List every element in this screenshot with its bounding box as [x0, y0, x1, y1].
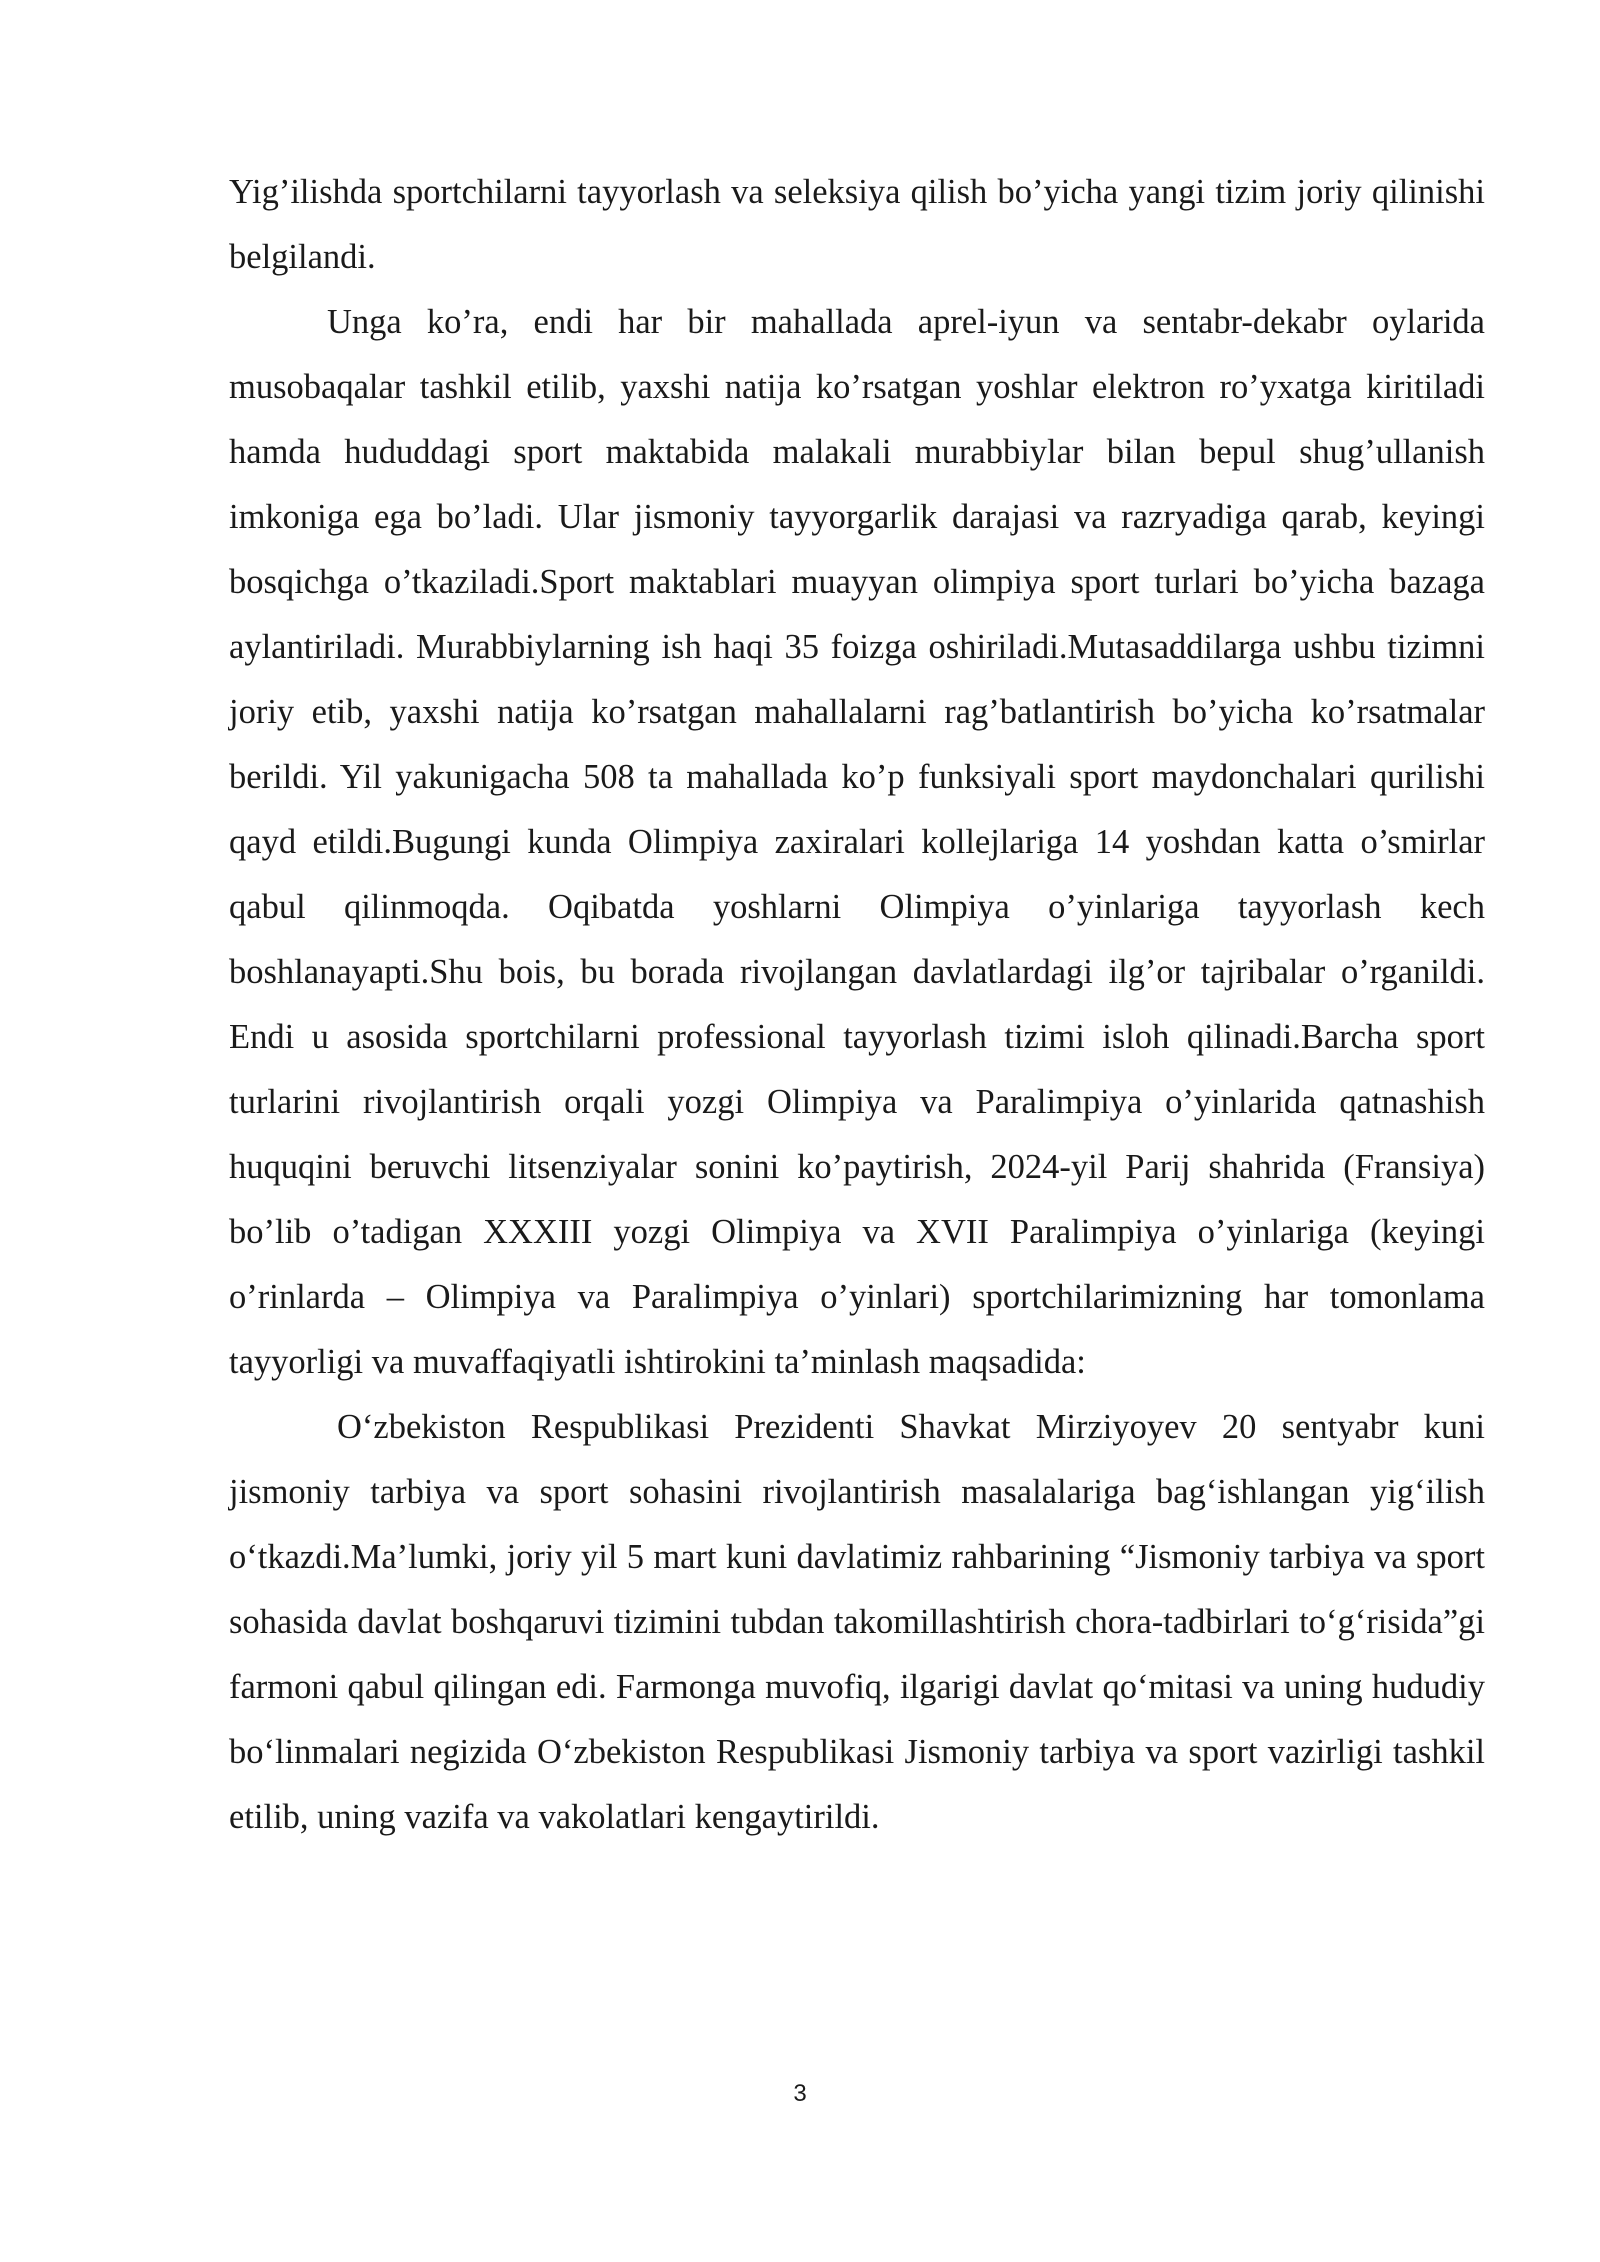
- paragraph-3: O‘zbekiston Respublikasi Prezidenti Shavkat Mirziyoyev 20 sentyabr kuni jismoniy tarbiya va sport sohasini rivojlantirish masalalariga bag‘ishlangan yig‘ilish o‘tkazdi.Ma’lumki, joriy yil 5 mart kuni davlatimiz rahbarining “Jismoniy tarbiya va sport sohasida davlat boshqaruvi tizimini tubdan takomillashtirish chora-tadbirlari to‘g‘risida”gi farmoni qabul qilingan edi. Farmonga muvofiq, ilgarigi davlat qo‘mitasi va uning hududiy bo‘linmalari negizida O‘zbekiston Respublikasi Jismoniy tarbiya va sport vazirligi tashkil etilib, uning vazifa va vakolatlari kengaytirildi.: [229, 1408, 1485, 1836]
- paragraph-2: Unga ko’ra, endi har bir mahallada aprel-iyun va sentabr-dekabr oylarida musobaqalar tashkil etilib, yaxshi natija ko’rsatgan yoshlar elektron ro’yxatga kiritiladi hamda hududdagi sport maktabida malakali murabbiylar bilan bepul shug’ullanish imkoniga ega bo’ladi. Ular jismoniy tayyorgarlik darajasi va razryadiga qarab, keyingi bosqichga o’tkaziladi.Sport maktablari muayyan olimpiya sport turlari bo’yicha bazaga aylantiriladi. Murabbiylarning ish haqi 35 foizga oshiriladi.Mutasaddilarga ushbu tizimni joriy etib, yaxshi natija ko’rsatgan mahallalarni rag’batlantirish bo’yicha ko’rsatmalar berildi. Yil yakunigacha 508 ta mahallada ko’p funksiyali sport maydonchalari qurilishi qayd etildi.Bugungi kunda Olimpiya zaxiralari kollejlariga 14 yoshdan katta o’smirlar qabul qilinmoqda. Oqibatda yoshlarni Olimpiya o’yinlariga tayyorlash kech boshlanayapti.Shu bois, bu borada rivojlangan davlatlardagi ilg’or tajribalar o’rganildi. Endi u asosida sportchilarni professional tayyorlash tizimi isloh qilinadi.Barcha sport turlarini rivojlantirish orqali yozgi Olimpiya va Paralimpiya o’yinlarida qatnashish huquqini beruvchi litsenziyalar sonini ko’paytirish, 2024-yil Parij shahrida (Fransiya) bo’lib o’tadigan XXXIII yozgi Olimpiya va XVII Paralimpiya o’yinlariga (keyingi o’rinlarda – Olimpiya va Paralimpiya o’yinlari) sportchilarimizning har tomonlama tayyorligi va muvaffaqiyatli ishtirokini ta’minlash maqsadida:: [229, 303, 1485, 1381]
- paragraph-1: Yig’ilishda sportchilarni tayyorlash va seleksiya qilish bo’yicha yangi tizim joriy qilinishi belgilandi.: [229, 173, 1485, 276]
- body-text: [229, 160, 1485, 1850]
- page-number: 3: [793, 2080, 807, 2107]
